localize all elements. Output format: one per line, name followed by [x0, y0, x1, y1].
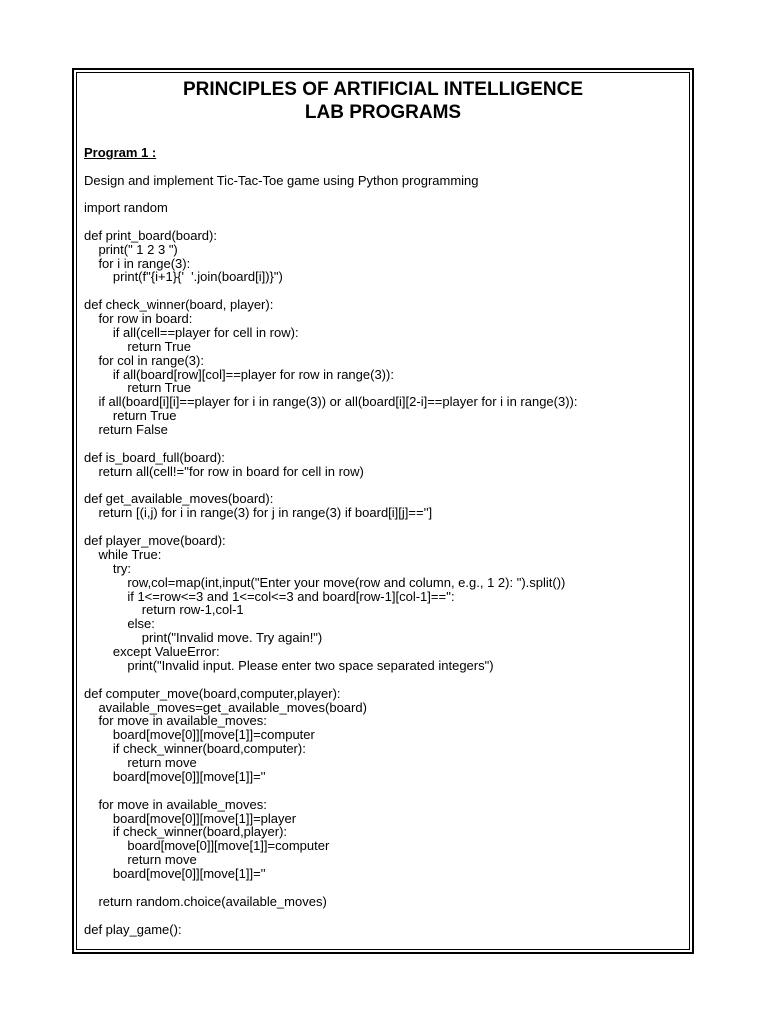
- code-line: available_moves=get_available_moves(board): [84, 699, 367, 715]
- code-line: def is_board_full(board):: [84, 449, 225, 465]
- program-description: Design and implement Tic-Tac-Toe game using Python programming: [84, 173, 479, 188]
- code-line: return all(cell!=''for row in board for cell in row): [84, 463, 364, 479]
- code-line: return True: [84, 408, 177, 424]
- code-line: print("Invalid move. Try again!"): [84, 630, 323, 646]
- code-line: if 1<=row<=3 and 1<=col<=3 and board[row-1][col-1]=='':: [84, 588, 455, 604]
- code-line: return True: [84, 380, 191, 396]
- code-line: row,col=map(int,input("Enter your move(row and column, e.g., 1 2): ").split()): [84, 574, 566, 590]
- code-line: def computer_move(board,computer,player):: [84, 685, 341, 701]
- code-line: return random.choice(available_moves): [84, 893, 327, 909]
- code-line: if all(cell==player for cell in row):: [84, 324, 299, 340]
- code-line: print("Invalid input. Please enter two space separated integers"): [84, 657, 494, 673]
- code-line: board[move[0]][move[1]]=player: [84, 810, 297, 826]
- code-line: return move: [84, 755, 197, 770]
- code-line: [84, 520, 578, 534]
- code-line: return True: [84, 338, 191, 354]
- code-line: def get_available_moves(board):: [84, 491, 274, 507]
- code-line: [84, 437, 578, 451]
- code-line: def check_winner(board, player):: [84, 297, 274, 313]
- code-line: def print_board(board):: [84, 227, 217, 243]
- document-title-line-2: LAB PROGRAMS: [304, 102, 462, 123]
- program-heading: Program 1 :: [84, 145, 157, 160]
- code-line: [84, 284, 578, 298]
- code-line: while True:: [84, 546, 162, 562]
- code-line: if all(board[row][col]==player for row in range(3)):: [84, 366, 394, 382]
- code-listing: [84, 201, 578, 936]
- code-line: for i in range(3):: [84, 255, 191, 271]
- code-line: except ValueError:: [84, 644, 220, 659]
- code-line: [84, 673, 578, 687]
- code-line: if all(board[i][i]==player for i in range(3)) or all(board[i][2-i]==player for i in range(3)):: [84, 394, 578, 410]
- code-line: board[move[0]][move[1]]='': [84, 866, 266, 881]
- code-line: import random: [84, 200, 168, 215]
- code-line: [84, 479, 578, 493]
- code-line: for move in available_moves:: [84, 713, 267, 729]
- code-line: print(" 1 2 3 "): [84, 241, 178, 257]
- code-line: return move: [84, 852, 197, 868]
- code-line: if check_winner(board,player):: [84, 824, 288, 840]
- code-line: if check_winner(board,computer):: [84, 741, 306, 757]
- code-line: return False: [84, 422, 168, 437]
- code-line: def player_move(board):: [84, 533, 226, 548]
- code-line: [84, 215, 578, 229]
- code-line: for col in range(3):: [84, 352, 204, 368]
- code-line: [84, 784, 578, 798]
- code-line: [84, 909, 578, 923]
- code-line: else:: [84, 616, 155, 632]
- code-line: board[move[0]][move[1]]=computer: [84, 838, 330, 854]
- code-line: return [(i,j) for i in range(3) for j in range(3) if board[i][j]=='']: [84, 505, 433, 521]
- code-line: board[move[0]][move[1]]=computer: [84, 727, 315, 743]
- document-title-line-1: PRINCIPLES OF ARTIFICIAL INTELLIGENCE: [182, 79, 584, 100]
- code-line: [84, 881, 578, 895]
- code-line: for row in board:: [84, 311, 193, 326]
- code-line: board[move[0]][move[1]]='': [84, 768, 266, 784]
- code-line: return row-1,col-1: [84, 602, 244, 618]
- code-line: def play_game():: [84, 921, 182, 937]
- code-line: for move in available_moves:: [84, 796, 267, 812]
- code-line: print(f"{i+1}{' '.join(board[i])}"): [84, 269, 283, 285]
- code-line: try:: [84, 560, 131, 576]
